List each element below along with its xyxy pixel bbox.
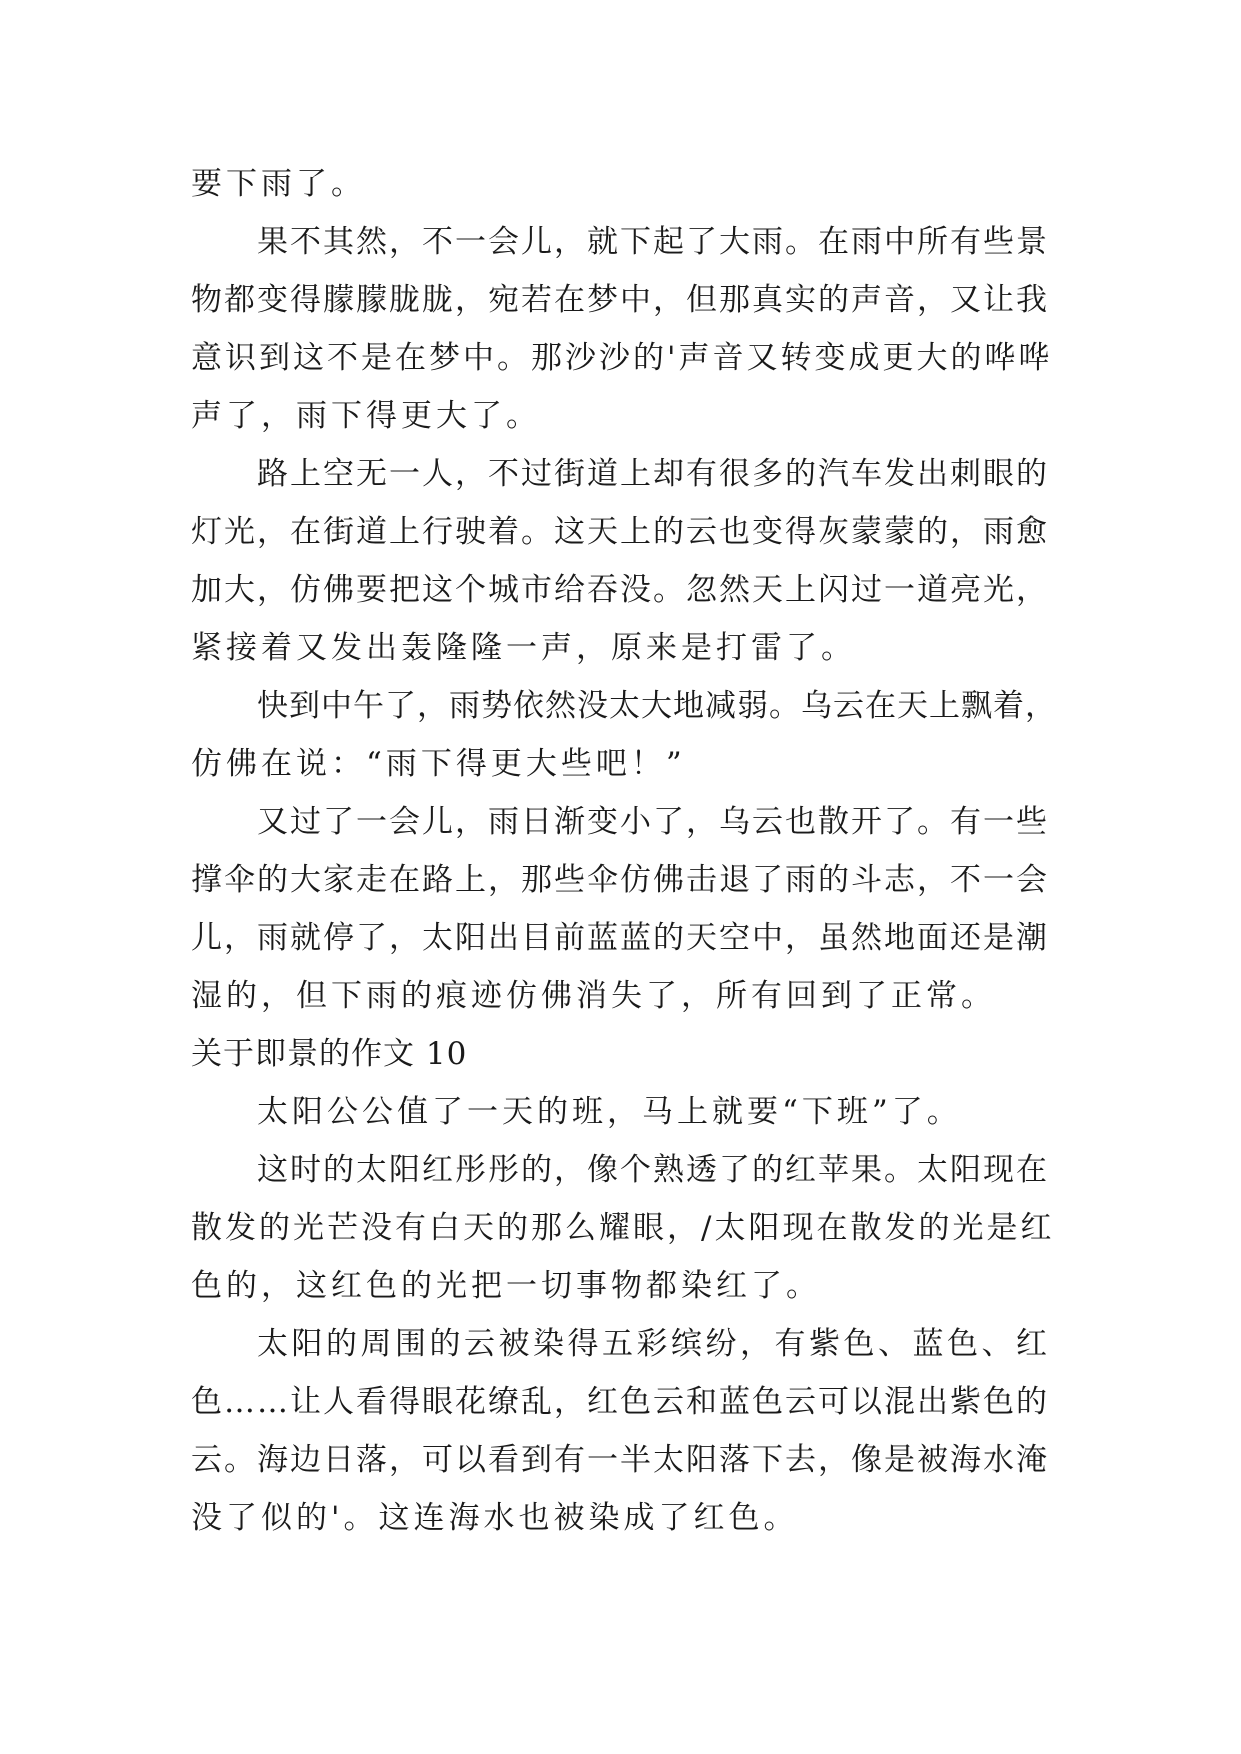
text-line: 紧接着又发出轰隆隆一声，原来是打雷了。 (191, 630, 856, 666)
paragraph-start-line: 太阳的周围的云被染得五彩缤纷，有紫色、蓝色、红 (257, 1326, 1051, 1362)
text-line: 撑伞的大家走在路上，那些伞仿佛击退了雨的斗志，不一会 (191, 862, 1049, 898)
text-line: 散发的光芒没有白天的那么耀眼，/太阳现在散发的光是红 (191, 1210, 1055, 1246)
text-line: 色的，这红色的光把一切事物都染红了。 (191, 1268, 821, 1304)
document-body (191, 155, 1059, 1547)
text-line: 灯光，在街道上行驶着。这天上的云也变得灰蒙蒙的，雨愈 (191, 514, 1049, 550)
text-line: 湿的，但下雨的痕迹仿佛消失了，所有回到了正常。 (191, 978, 996, 1014)
text-line: 要下雨了。 (191, 166, 366, 202)
text-line: 物都变得朦朦胧胧，宛若在梦中，但那真实的声音，又让我 (191, 282, 1049, 318)
text-line: 云。海边日落，可以看到有一半太阳落下去，像是被海水淹 (191, 1442, 1049, 1478)
paragraph-start-line: 快到中午了，雨势依然没太大地减弱。乌云在天上飘着， (257, 688, 1057, 724)
paragraph-start-line: 又过了一会儿，雨日渐变小了，乌云也散开了。有一些 (257, 804, 1049, 840)
text-line: 意识到这不是在梦中。那沙沙的'声音又转变成更大的哗哗 (191, 340, 1053, 376)
paragraph-start-line: 果不其然，不一会儿，就下起了大雨。在雨中所有些景 (257, 224, 1049, 260)
text-line: 仿佛在说：“雨下得更大些吧！” (191, 746, 686, 782)
paragraph-start-line: 这时的太阳红彤彤的，像个熟透了的红苹果。太阳现在 (257, 1152, 1049, 1188)
text-line: 声了，雨下得更大了。 (191, 398, 541, 434)
section-heading: 关于即景的作文 10 (191, 1036, 468, 1072)
text-line: 色……让人看得眼花缭乱，红色云和蓝色云可以混出紫色的 (191, 1384, 1049, 1420)
paragraph-start-line: 太阳公公值了一天的班，马上就要“下班”了。 (257, 1094, 962, 1130)
text-line: 加大，仿佛要把这个城市给吞没。忽然天上闪过一道亮光， (191, 572, 1049, 608)
text-line: 儿，雨就停了，太阳出目前蓝蓝的天空中，虽然地面还是潮 (191, 920, 1049, 956)
paragraph-start-line: 路上空无一人，不过街道上却有很多的汽车发出刺眼的 (257, 456, 1049, 492)
text-line: 没了似的'。这连海水也被染成了红色。 (191, 1500, 799, 1536)
